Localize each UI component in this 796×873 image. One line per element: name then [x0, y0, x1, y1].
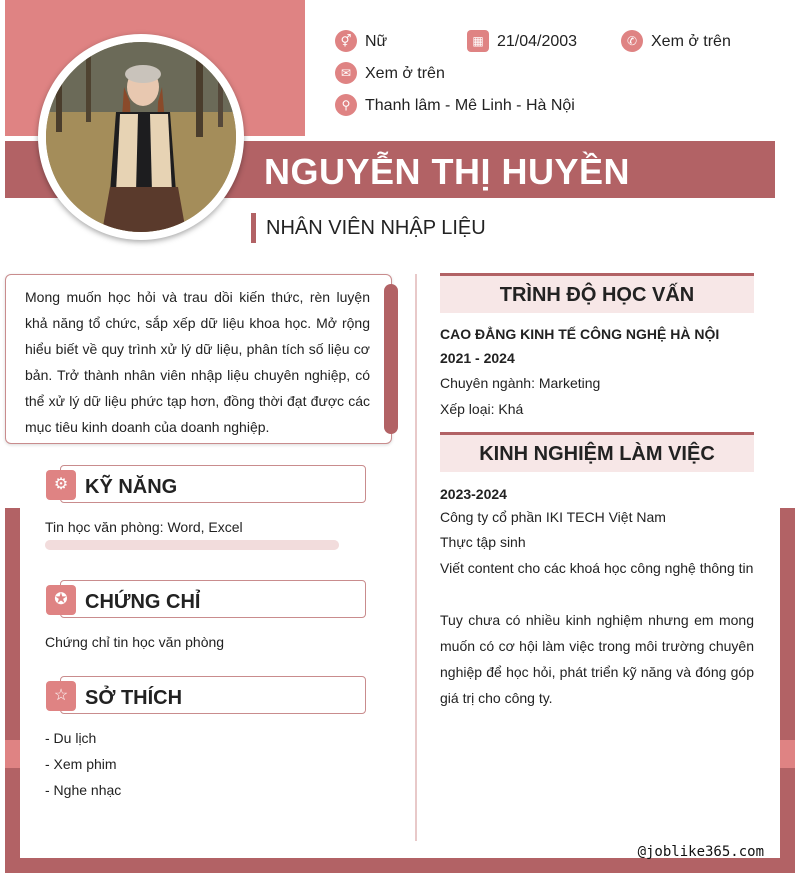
hobby-item: - Du lịch: [45, 730, 97, 746]
education-period: 2021 - 2024: [440, 350, 515, 366]
phone-icon: ✆: [621, 30, 643, 52]
education-title: TRÌNH ĐỘ HỌC VẤN: [440, 273, 754, 313]
experience-description: Viết content cho các khoá học công nghệ thông tin: [440, 560, 754, 576]
contact-gender: Nữ: [365, 33, 388, 50]
objective-text: Mong muốn học hỏi và trau dồi kiến thức, rèn luyện khả năng tổ chức, sắp xếp dữ liệu khoa học. Mở rộng hiểu biết về quy trình xử lý dữ liệu, phân tích số liệu cơ bản. Trở thành nhân viên nhập liệu chuyên nghiệp, có thể xử lý dữ liệu phức tạp hơn, đồng thời đạt được các mục tiêu kinh doanh của doanh nghiệp.: [25, 289, 370, 435]
candidate-name: NGUYỄN THỊ HUYỀN: [264, 151, 631, 192]
job-title-accent: [251, 213, 256, 243]
contact-email: Xem ở trên: [365, 65, 445, 82]
contact-phone: Xem ở trên: [651, 33, 731, 50]
job-title: NHÂN VIÊN NHẬP LIỆU: [266, 217, 486, 239]
experience-position: Thực tập sinh: [440, 534, 526, 550]
hobby-item: - Nghe nhạc: [45, 782, 122, 798]
skills-title: KỸ NĂNG: [85, 476, 178, 498]
watermark: @joblike365.com: [637, 844, 764, 860]
location-icon: ⚲: [335, 94, 357, 116]
education-grade: Xếp loại: Khá: [440, 401, 524, 417]
hobbies-title: SỞ THÍCH: [85, 687, 183, 709]
contact-birthday: 21/04/2003: [497, 33, 578, 50]
experience-title: KINH NGHIỆM LÀM VIỆC: [440, 432, 754, 472]
column-divider: [415, 274, 417, 841]
hobby-item: - Xem phim: [45, 756, 117, 772]
avatar: [46, 42, 236, 232]
education-major: Chuyên ngành: Marketing: [440, 375, 601, 391]
experience-period: 2023-2024: [440, 486, 507, 502]
skill-label: Tin học văn phòng: Word, Excel: [45, 519, 243, 535]
contact-address: Thanh lâm - Mê Linh - Hà Nội: [365, 97, 575, 114]
education-school: CAO ĐẲNG KINH TẾ CÔNG NGHỆ HÀ NỘI: [440, 326, 720, 342]
certificate-item: Chứng chỉ tin học văn phòng: [45, 634, 225, 650]
experience-note: Tuy chưa có nhiều kinh nghiệm nhưng em mong muốn có cơ hội làm việc trong môi trường chuyên nghiệp để học hỏi, phát triển kỹ năng và đóng góp giá trị cho công ty.: [440, 612, 754, 706]
award-icon: ✪: [46, 585, 76, 615]
mail-icon: ✉: [335, 62, 357, 84]
gender-icon: ⚥: [335, 30, 357, 52]
star-icon: ☆: [46, 681, 76, 711]
calendar-icon: ▦: [467, 30, 489, 52]
experience-company: Công ty cổ phần IKI TECH Việt Nam: [440, 509, 666, 525]
skill-level-fill: [45, 540, 339, 550]
certificates-title: CHỨNG CHỈ: [85, 591, 201, 613]
objective-scrollbar[interactable]: [384, 284, 398, 434]
skill-level-bar: [45, 540, 339, 550]
gear-icon: ⚙: [46, 470, 76, 500]
